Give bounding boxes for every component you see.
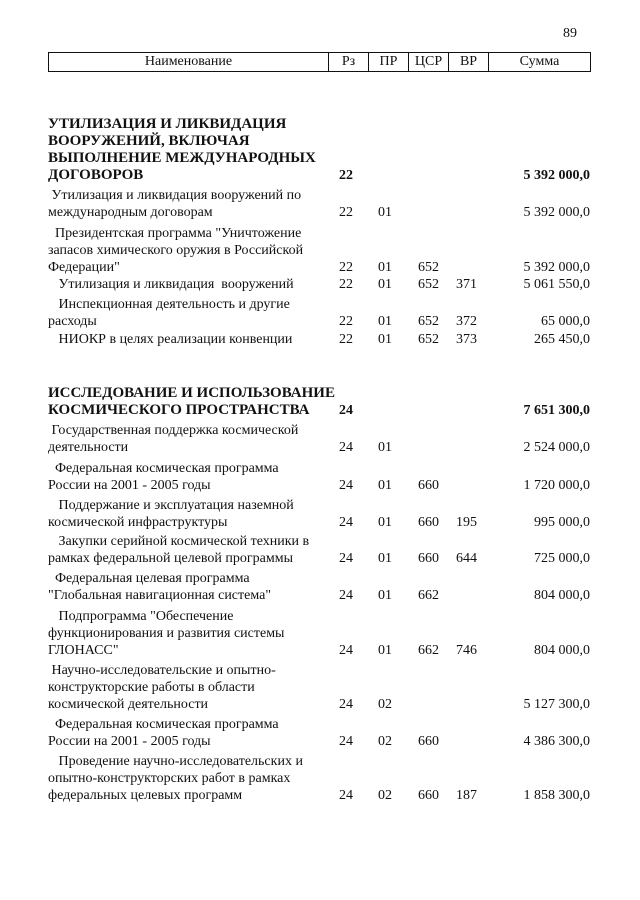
row-sum: 7 651 300,0 <box>523 403 590 418</box>
header-sum: Сумма <box>489 53 591 72</box>
row-pr: 01 <box>378 551 392 566</box>
row-csr: 660 <box>418 551 439 566</box>
row-name <box>48 225 303 276</box>
row-name-line: Федеральная космическая программа <box>48 717 279 732</box>
row-name-line: ИССЛЕДОВАНИЕ И ИСПОЛЬЗОВАНИЕ <box>48 385 335 401</box>
row-sum: 1 858 300,0 <box>523 788 590 803</box>
header-pr: ПР <box>369 53 409 72</box>
row-vr: 372 <box>456 314 477 329</box>
row-rz: 24 <box>339 551 353 566</box>
row-name-line: космической деятельности <box>48 697 209 712</box>
row-name <box>48 276 294 293</box>
row-pr: 01 <box>378 277 392 292</box>
header-rz: Рз <box>329 53 369 72</box>
row-pr: 01 <box>378 440 392 455</box>
row-rz: 22 <box>339 277 353 292</box>
row-name <box>48 533 309 567</box>
row-sum: 5 127 300,0 <box>523 697 590 712</box>
row-sum: 804 000,0 <box>534 588 590 603</box>
row-pr: 02 <box>378 697 392 712</box>
row-rz: 22 <box>339 205 353 220</box>
row-name <box>48 422 298 456</box>
row-rz: 24 <box>339 588 353 603</box>
row-name-line: ВЫПОЛНЕНИЕ МЕЖДУНАРОДНЫХ <box>48 150 316 166</box>
row-rz: 22 <box>339 168 353 183</box>
row-name-line: конструкторские работы в области <box>48 680 255 695</box>
row-name-line: Федеральная целевая программа <box>48 571 250 586</box>
row-name-line: расходы <box>48 314 97 329</box>
row-name-line: Проведение научно-исследовательских и <box>48 754 303 769</box>
row-csr: 662 <box>418 643 439 658</box>
row-vr: 195 <box>456 515 477 530</box>
row-name-line: Президентская программа "Уничтожение <box>48 226 302 241</box>
row-rz: 24 <box>339 643 353 658</box>
row-name <box>48 716 279 750</box>
row-name-line: ВООРУЖЕНИЙ, ВКЛЮЧАЯ <box>48 133 250 149</box>
row-rz: 24 <box>339 440 353 455</box>
row-name-line: НИОКР в целях реализации конвенции <box>48 332 293 347</box>
row-name-line: УТИЛИЗАЦИЯ И ЛИКВИДАЦИЯ <box>48 116 287 132</box>
row-pr: 01 <box>378 515 392 530</box>
row-pr: 02 <box>378 734 392 749</box>
row-name <box>48 570 271 604</box>
page-number: 89 <box>563 26 577 41</box>
row-pr: 01 <box>378 332 392 347</box>
row-name <box>48 753 303 804</box>
row-name-line: КОСМИЧЕСКОГО ПРОСТРАНСТВА <box>48 402 310 418</box>
row-name-line: космической инфраструктуры <box>48 515 228 530</box>
row-vr: 373 <box>456 332 477 347</box>
row-name-line: ДОГОВОРОВ <box>48 167 144 183</box>
row-sum: 5 061 550,0 <box>523 277 590 292</box>
row-pr: 02 <box>378 788 392 803</box>
row-csr: 652 <box>418 277 439 292</box>
row-rz: 24 <box>339 403 353 418</box>
header-vr: ВР <box>449 53 489 72</box>
row-rz: 24 <box>339 515 353 530</box>
row-pr: 01 <box>378 643 392 658</box>
row-sum: 4 386 300,0 <box>523 734 590 749</box>
header-name: Наименование <box>49 53 329 72</box>
row-sum: 1 720 000,0 <box>523 478 590 493</box>
row-rz: 22 <box>339 314 353 329</box>
row-name-line: Научно-исследовательские и опытно- <box>48 663 276 678</box>
row-sum: 5 392 000,0 <box>523 260 590 275</box>
row-csr: 652 <box>418 332 439 347</box>
row-sum: 804 000,0 <box>534 643 590 658</box>
row-rz: 24 <box>339 788 353 803</box>
row-name <box>48 608 284 659</box>
row-pr: 01 <box>378 314 392 329</box>
row-name <box>48 460 279 494</box>
row-sum: 995 000,0 <box>534 515 590 530</box>
row-vr: 187 <box>456 788 477 803</box>
row-name-line: ГЛОНАСС" <box>48 643 119 658</box>
row-sum: 265 450,0 <box>534 332 590 347</box>
row-name-line: международным договорам <box>48 205 213 220</box>
row-sum: 5 392 000,0 <box>523 205 590 220</box>
row-csr: 652 <box>418 314 439 329</box>
row-sum: 5 392 000,0 <box>523 168 590 183</box>
row-rz: 24 <box>339 734 353 749</box>
row-name-line: опытно-конструкторских работ в рамках <box>48 771 291 786</box>
row-csr: 652 <box>418 260 439 275</box>
row-name-line: России на 2001 - 2005 годы <box>48 478 211 493</box>
row-rz: 22 <box>339 332 353 347</box>
row-name-line: России на 2001 - 2005 годы <box>48 734 211 749</box>
row-vr: 746 <box>456 643 477 658</box>
row-vr: 371 <box>456 277 477 292</box>
row-name <box>48 662 276 713</box>
row-rz: 24 <box>339 697 353 712</box>
row-pr: 01 <box>378 260 392 275</box>
row-name-line: Закупки серийной космической техники в <box>48 534 310 549</box>
row-csr: 660 <box>418 478 439 493</box>
row-vr: 644 <box>456 551 477 566</box>
row-csr: 662 <box>418 588 439 603</box>
row-name-line: Государственная поддержка космической <box>48 423 299 438</box>
row-name <box>48 385 335 419</box>
row-pr: 01 <box>378 588 392 603</box>
row-name <box>48 116 316 184</box>
row-name-line: Инспекционная деятельность и другие <box>48 297 290 312</box>
row-name-line: Утилизация и ликвидация вооружений по <box>48 188 302 203</box>
row-name-line: функционирования и развития системы <box>48 626 285 641</box>
header-csr: ЦСР <box>409 53 449 72</box>
row-sum: 2 524 000,0 <box>523 440 590 455</box>
row-sum: 65 000,0 <box>541 314 590 329</box>
row-name-line: Поддержание и эксплуатация наземной <box>48 498 294 513</box>
row-csr: 660 <box>418 515 439 530</box>
row-csr: 660 <box>418 788 439 803</box>
row-name-line: федеральных целевых программ <box>48 788 243 803</box>
row-pr: 01 <box>378 478 392 493</box>
row-rz: 22 <box>339 260 353 275</box>
row-name <box>48 187 301 221</box>
row-name <box>48 296 290 330</box>
row-sum: 725 000,0 <box>534 551 590 566</box>
row-name-line: запасов химического оружия в Российской <box>48 243 304 258</box>
row-name-line: Федерации" <box>48 260 120 275</box>
row-name-line: Утилизация и ликвидация вооружений <box>48 277 294 292</box>
row-name-line: деятельности <box>48 440 129 455</box>
row-pr: 01 <box>378 205 392 220</box>
row-csr: 660 <box>418 734 439 749</box>
row-name <box>48 331 292 348</box>
row-name-line: рамках федеральной целевой программы <box>48 551 293 566</box>
row-name-line: Подпрограмма "Обеспечение <box>48 609 234 624</box>
row-rz: 24 <box>339 478 353 493</box>
row-name-line: "Глобальная навигационная система" <box>48 588 272 603</box>
row-name <box>48 497 294 531</box>
row-name-line: Федеральная космическая программа <box>48 461 279 476</box>
